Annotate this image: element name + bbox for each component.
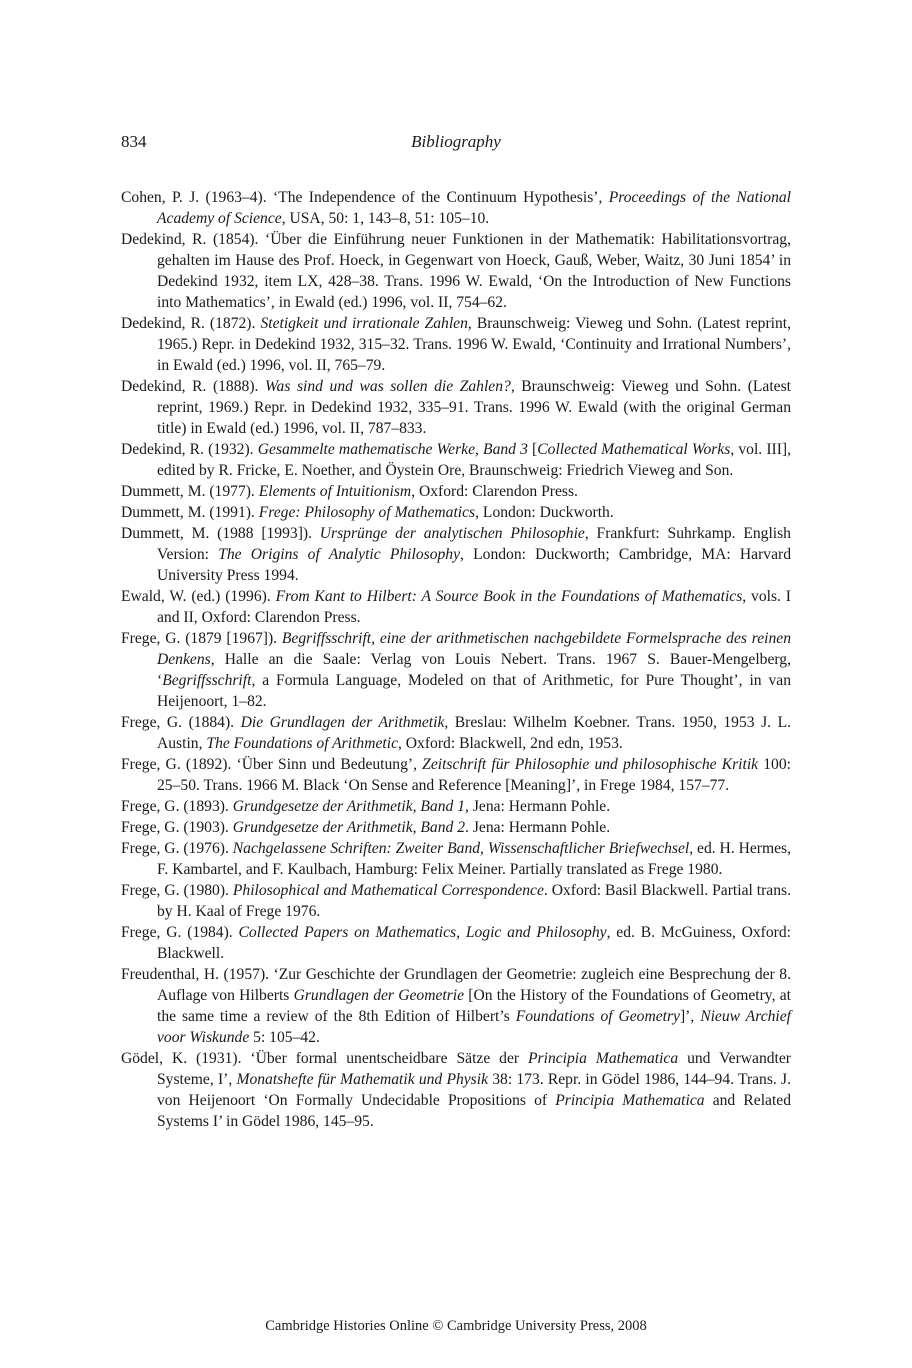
entry-text: [On the History of the Foundations of Geometry, at the same time a review of the 8th Edition of Hilbert’s [157, 987, 791, 1025]
entry-title-italic: Elements of Intuitionism [258, 483, 412, 500]
bibliography-entry [121, 187, 791, 229]
bibliography-entry [121, 712, 791, 754]
entry-text: , Frankfurt: Suhrkamp. English Version: [157, 525, 791, 563]
bibliography-entry [121, 880, 791, 922]
entry-title-italic: Grundgesetze der Arithmetik, Band 2 [232, 819, 466, 836]
entry-text: , a Formula Language, Modeled on that of Arithmetic, for Pure Thought’, in van Heijenoort, 1–82. [157, 672, 791, 710]
entry-title-italic: Gesammelte mathematische Werke, Band 3 [257, 441, 528, 458]
entry-title-italic: From Kant to Hilbert: A Source Book in the Foundations of Mathematics [275, 588, 743, 605]
bibliography-entry [121, 754, 791, 796]
entry-text: Frege, G. (1984). [121, 924, 239, 941]
entry-title-italic: Collected Papers on Mathematics, Logic and Philosophy [238, 924, 607, 941]
entry-text: Frege, G. (1879 [1967]). [121, 630, 282, 647]
entry-title-italic: Monatshefte für Mathematik und Physik [236, 1071, 489, 1088]
bibliography-entry [121, 817, 791, 838]
entry-text: , London: Duckworth; Cambridge, MA: Harvard University Press 1994. [157, 546, 792, 584]
entry-title-italic: Ursprünge der analytischen Philosophie [319, 525, 585, 542]
entry-text: , London: Duckworth. [475, 504, 614, 521]
bibliography-entry [121, 229, 791, 313]
bibliography-entry [121, 838, 791, 880]
entry-title-italic: Nieuw Archief voor Wiskunde [157, 1008, 791, 1046]
entry-text: Frege, G. (1903). [121, 819, 233, 836]
entry-text: , Jena: Hermann Pohle. [465, 798, 611, 815]
entry-title-italic: The Foundations of Arithmetic [206, 735, 398, 752]
page-number: 834 [121, 132, 147, 151]
entry-text: , ed. B. McGuiness, Oxford: Blackwell. [157, 924, 791, 962]
entry-text: [ [527, 441, 538, 458]
entry-title-italic: Begriffsschrift [162, 672, 252, 689]
entry-text: and Related Systems I’ in Gödel 1986, 145–95. [157, 1092, 791, 1130]
entry-text: , vol. III], edited by R. Fricke, E. Noether, and Öystein Ore, Braunschweig: Friedrich Vieweg and Son. [157, 441, 791, 479]
entry-text: , ed. H. Hermes, F. Kambartel, and F. Kaulbach, Hamburg: Felix Meiner. Partially translated as Frege 1980. [157, 840, 792, 878]
entry-text: . Oxford: Basil Blackwell. Partial trans. by H. Kaal of Frege 1976. [157, 882, 791, 920]
entry-title-italic: Frege: Philosophy of Mathematics [258, 504, 476, 521]
entry-text: , Oxford: Blackwell, 2nd edn, 1953. [398, 735, 623, 752]
entry-text: ]’, [679, 1008, 701, 1025]
bibliography-entry [121, 502, 791, 523]
entry-text: Frege, G. (1976). [121, 840, 233, 857]
entry-text: Dummett, M. (1991). [121, 504, 259, 521]
bibliography-entry [121, 628, 791, 712]
entry-text: Dummett, M. (1988 [1993]). [121, 525, 320, 542]
entry-text: 100: 25–50. Trans. 1966 M. Black ‘On Sense and Reference [Meaning]’, in Frege 1984, 157–77. [157, 756, 791, 794]
entry-title-italic: Collected Mathematical Works [537, 441, 731, 458]
entry-text: Frege, G. (1892). ‘Über Sinn und Bedeutung’, [121, 756, 423, 773]
entry-title-italic: Grundgesetze der Arithmetik, Band 1 [232, 798, 466, 815]
entry-text: Dedekind, R. (1888). [121, 378, 265, 395]
entry-title-italic: Begriffsschrift, eine der arithmetischen nachgebildete Formelsprache des reinen Denkens [157, 630, 792, 668]
entry-title-italic: Die Grundlagen der Arithmetik [240, 714, 445, 731]
entry-title-italic: The Origins of Analytic Philosophy [218, 546, 461, 563]
entry-text: , Oxford: Clarendon Press. [411, 483, 578, 500]
entry-text: , vols. I and II, Oxford: Clarendon Press. [157, 588, 791, 626]
entry-title-italic: Philosophical and Mathematical Correspondence [232, 882, 544, 899]
entry-text: Gödel, K. (1931). ‘Über formal unentscheidbare Sätze der [121, 1050, 529, 1067]
entry-text: Frege, G. (1884). [121, 714, 241, 731]
entry-text: Freudenthal, H. (1957). ‘Zur Geschichte der Grundlagen der Geometrie: zugleich eine Besprechung der 8. Auflage von Hilberts [121, 966, 791, 1004]
entry-text: Frege, G. (1893). [121, 798, 233, 815]
entry-title-italic: Foundations of Geometry [515, 1008, 680, 1025]
entry-text: , Halle an die Saale: Verlag von Louis Nebert. Trans. 1967 S. Bauer-Mengelberg, ‘ [157, 651, 791, 689]
entry-text: und Verwandter Systeme, I’, [157, 1050, 791, 1088]
entry-text: , USA, 50: 1, 143–8, 51: 105–10. [281, 210, 490, 227]
entry-text: , Braunschweig: Vieweg und Sohn. (Latest reprint, 1969.) Repr. in Dedekind 1932, 335–91. Trans. 1996 W. Ewald (with the original German title) in Ewald (ed.) 1996, vol. II, 787–833. [157, 378, 791, 437]
bibliography-entry [121, 964, 791, 1048]
bibliography-entry [121, 481, 791, 502]
entry-text: Dedekind, R. (1854). ‘Über die Einführung neuer Funktionen in der Mathematik: Habilitationsvortrag, gehalten im Hause des Prof. Hoeck, in Gegenwart von Hoeck, Gauß, Weber, Waitz, 30 Juni 1854’ in Dedekind 1932, item LX, 428–38. Trans. 1996 W. Ewald, ‘On the Introduction of New Functions into Mathematics’, in Ewald (ed.) 1996, vol. II, 754–62. [121, 231, 791, 311]
bibliography-entry [121, 313, 791, 376]
entry-text: 5: 105–42. [249, 1029, 320, 1046]
entry-title-italic: Principia Mathematica [555, 1092, 705, 1109]
bibliography-entry [121, 523, 791, 586]
entry-text: Dummett, M. (1977). [121, 483, 259, 500]
entry-text: 38: 173. Repr. in Gödel 1986, 144–94. Trans. J. von Heijenoort ‘On Formally Undecidable Propositions of [157, 1071, 791, 1109]
bibliography-entry [121, 1048, 791, 1132]
entry-text: Dedekind, R. (1872). [121, 315, 261, 332]
bibliography-entry [121, 376, 791, 439]
page-header [121, 132, 791, 156]
bibliography-entry [121, 796, 791, 817]
bibliography-entry [121, 922, 791, 964]
copyright-footer: Cambridge Histories Online © Cambridge University Press, 2008 [265, 1318, 647, 1334]
entry-text: Frege, G. (1980). [121, 882, 233, 899]
entry-text: . Jena: Hermann Pohle. [465, 819, 611, 836]
entry-text: , Breslau: Wilhelm Koebner. Trans. 1950, 1953 J. L. Austin, [157, 714, 791, 752]
running-title: Bibliography [411, 132, 501, 151]
entry-title-italic: Nachgelassene Schriften: Zweiter Band, Wissenschaftlicher Briefwechsel [232, 840, 690, 857]
entry-text: Ewald, W. (ed.) (1996). [121, 588, 276, 605]
entry-title-italic: Principia Mathematica [528, 1050, 679, 1067]
bibliography-entry [121, 586, 791, 628]
bibliography-list [121, 187, 791, 1132]
entry-title-italic: Grundlagen der Geometrie [293, 987, 465, 1004]
entry-text: Cohen, P. J. (1963–4). ‘The Independence of the Continuum Hypothesis’, [121, 189, 609, 206]
entry-title-italic: Proceedings of the National Academy of Science [157, 189, 791, 227]
entry-title-italic: Was sind und was sollen die Zahlen? [264, 378, 511, 395]
entry-title-italic: Zeitschrift für Philosophie und philosophische Kritik [422, 756, 759, 773]
entry-title-italic: Stetigkeit und irrationale Zahlen [260, 315, 468, 332]
entry-text: , Braunschweig: Vieweg und Sohn. (Latest reprint, 1965.) Repr. in Dedekind 1932, 315–32. Trans. 1996 W. Ewald, ‘Continuity and Irrational Numbers’, in Ewald (ed.) 1996, vol. II, 765–79. [157, 315, 791, 374]
entry-text: Dedekind, R. (1932). [121, 441, 258, 458]
bibliography-entry [121, 439, 791, 481]
